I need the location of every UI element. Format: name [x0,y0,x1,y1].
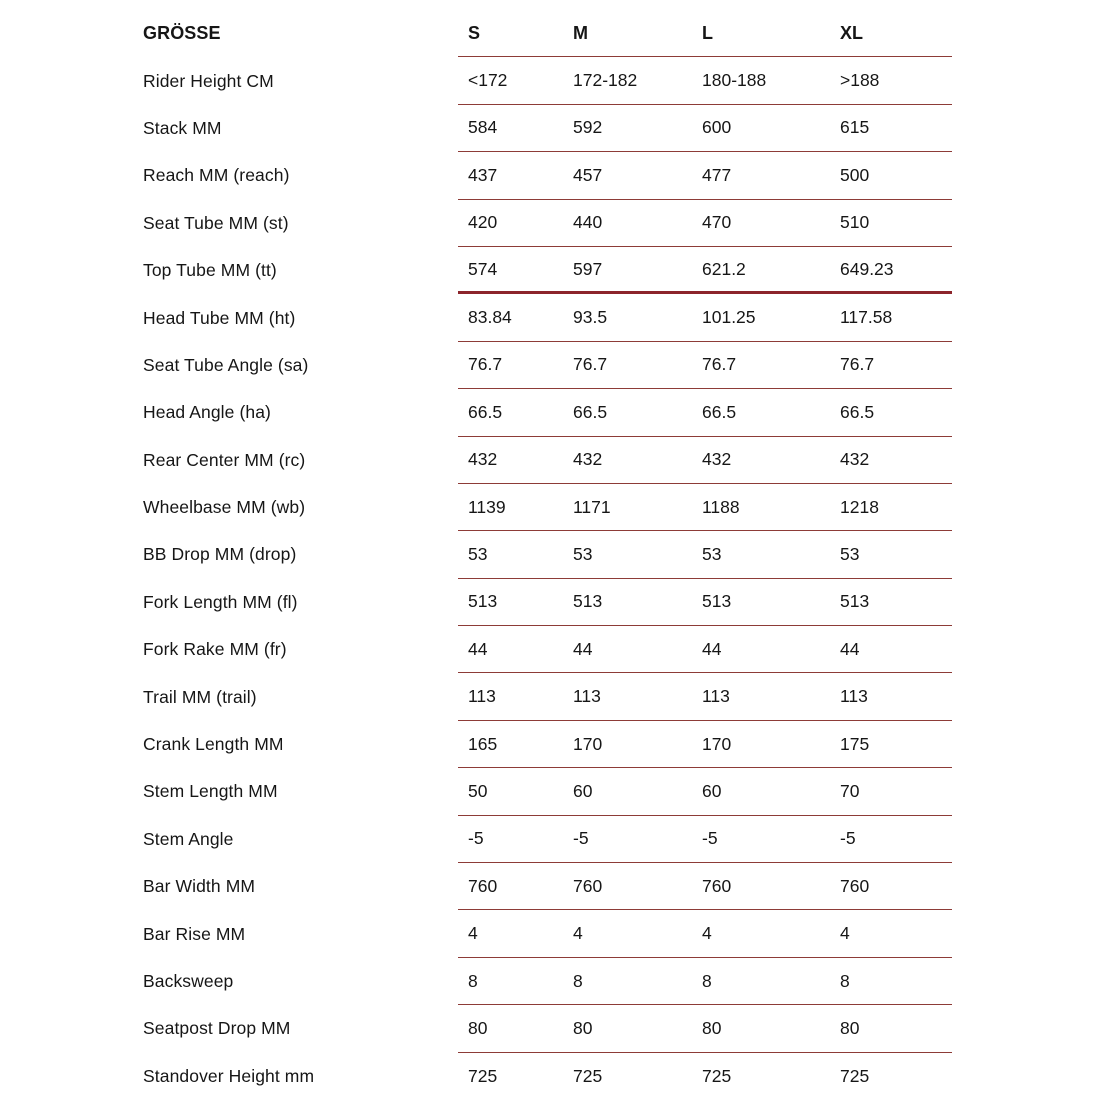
row-values [458,579,952,626]
value-cell: 113 [573,686,601,707]
table-row [143,389,952,436]
row-values [458,342,952,389]
row-values [458,673,952,720]
table-row [143,105,952,152]
table-row [143,579,952,626]
value-cell: 170 [702,733,732,754]
row-label: Head Angle (ha) [143,402,271,423]
value-cell: 44 [468,638,488,659]
value-cell: 513 [840,591,870,612]
row-label: Bar Rise MM [143,923,246,944]
value-cell: 725 [573,1065,603,1086]
value-cell: 80 [840,1017,860,1038]
value-cell: 66.5 [468,401,503,422]
value-cell: 4 [840,923,850,944]
value-cell: 477 [702,164,732,185]
row-label: Top Tube MM (tt) [143,260,277,281]
value-cell: 44 [702,638,722,659]
value-cell: 725 [702,1065,732,1086]
value-cell: 621.2 [702,258,746,279]
table-row [143,342,952,389]
value-cell: 437 [468,164,498,185]
value-cell: 80 [702,1017,722,1038]
size-column-m: M [573,22,588,43]
row-values [458,200,952,247]
value-cell: 76.7 [702,354,737,375]
value-cell: 172-182 [573,70,638,91]
table-row [143,531,952,578]
value-cell: 44 [840,638,860,659]
value-cell: 513 [573,591,603,612]
row-label: Head Tube MM (ht) [143,307,296,328]
value-cell: 60 [702,780,722,801]
row-values [458,247,952,294]
row-values [458,768,952,815]
value-cell: 50 [468,780,488,801]
row-values [458,484,952,531]
row-label: Stem Length MM [143,781,278,802]
row-values [458,437,952,484]
value-cell: 584 [468,117,498,138]
value-cell: 760 [702,875,732,896]
value-cell: 53 [468,543,488,564]
value-cell: 80 [573,1017,593,1038]
row-values [458,531,952,578]
value-cell: 113 [702,686,730,707]
value-cell: 8 [840,970,850,991]
table-row [143,673,952,720]
value-cell: 66.5 [840,401,875,422]
table-header-row [143,10,952,57]
value-cell: 4 [573,923,583,944]
row-values [458,816,952,863]
value-cell: 513 [468,591,498,612]
value-cell: 432 [468,449,498,470]
table-row [143,484,952,531]
value-cell: 8 [702,970,712,991]
table-row [143,294,952,341]
table-row [143,152,952,199]
value-cell: 432 [840,449,870,470]
row-label: Fork Rake MM (fr) [143,639,287,660]
value-cell: 600 [702,117,732,138]
value-cell: 1188 [702,496,740,517]
value-cell: 4 [468,923,478,944]
value-cell: 1171 [573,496,611,517]
row-label: Fork Length MM (fl) [143,591,298,612]
value-cell: 8 [468,970,478,991]
value-cell: 83.84 [468,307,512,328]
row-label: Reach MM (reach) [143,165,290,186]
table-row [143,768,952,815]
row-values [458,863,952,910]
value-cell: -5 [840,828,856,849]
size-header-cells [458,10,952,57]
value-cell: 649.23 [840,258,894,279]
value-cell: 510 [840,212,870,233]
value-cell: 760 [573,875,603,896]
table-row [143,721,952,768]
row-label: Rear Center MM (rc) [143,449,306,470]
value-cell: 1218 [840,496,879,517]
value-cell: -5 [573,828,589,849]
row-values [458,294,952,341]
value-cell: 592 [573,117,603,138]
size-column-l: L [702,22,713,43]
value-cell: 53 [573,543,593,564]
value-cell: 101.25 [702,307,756,328]
value-cell: -5 [702,828,718,849]
row-label: Stack MM [143,117,222,138]
value-cell: -5 [468,828,484,849]
value-cell: 113 [468,686,496,707]
value-cell: 432 [573,449,603,470]
value-cell: 420 [468,212,498,233]
value-cell: 117.58 [840,307,893,328]
row-values [458,57,952,104]
value-cell: 8 [573,970,583,991]
row-label: Rider Height CM [143,70,274,91]
table-row [143,958,952,1005]
value-cell: 44 [573,638,593,659]
value-cell: 66.5 [573,401,608,422]
row-values [458,910,952,957]
value-cell: 4 [702,923,712,944]
value-cell: 165 [468,733,498,754]
row-label: Standover Height mm [143,1065,315,1086]
value-cell: 597 [573,258,603,279]
table-row [143,200,952,247]
table-row [143,816,952,863]
value-cell: 1139 [468,496,506,517]
value-cell: 76.7 [468,354,503,375]
value-cell: 725 [468,1065,498,1086]
value-cell: 500 [840,164,870,185]
value-cell: <172 [468,70,508,91]
value-cell: 70 [840,780,860,801]
value-cell: 60 [573,780,593,801]
value-cell: 615 [840,117,870,138]
row-values [458,958,952,1005]
table-row [143,626,952,673]
value-cell: 457 [573,164,603,185]
value-cell: 76.7 [573,354,608,375]
value-cell: 76.7 [840,354,875,375]
row-label: BB Drop MM (drop) [143,544,297,565]
value-cell: 113 [840,686,868,707]
row-values [458,105,952,152]
value-cell: 725 [840,1065,870,1086]
table-row [143,437,952,484]
row-label: Bar Width MM [143,876,256,897]
table-row [143,247,952,294]
value-cell: 440 [573,212,603,233]
row-values [458,1053,952,1100]
value-cell: 513 [702,591,732,612]
size-header-label: GRÖSSE [143,23,221,44]
value-cell: 80 [468,1017,488,1038]
row-values [458,626,952,673]
value-cell: 760 [468,875,498,896]
value-cell: 66.5 [702,401,737,422]
value-cell: 53 [840,543,860,564]
row-values [458,721,952,768]
value-cell: 175 [840,733,870,754]
value-cell: 180-188 [702,70,767,91]
row-label: Seatpost Drop MM [143,1018,291,1039]
size-column-xl: XL [840,22,864,43]
row-label: Trail MM (trail) [143,686,257,707]
row-values [458,1005,952,1052]
size-column-s: S [468,22,481,43]
row-label: Backsweep [143,971,234,991]
row-label: Seat Tube MM (st) [143,212,289,233]
table-row [143,57,952,104]
table-row [143,910,952,957]
value-cell: 760 [840,875,870,896]
table-row [143,1005,952,1052]
row-values [458,152,952,199]
table-row [143,1053,952,1100]
value-cell: 53 [702,543,722,564]
row-label: Crank Length MM [143,734,284,755]
value-cell: 574 [468,258,498,279]
value-cell: 93.5 [573,307,608,328]
value-cell: 170 [573,733,603,754]
value-cell: 470 [702,212,732,233]
geometry-table [143,10,952,1100]
value-cell: >188 [840,70,880,91]
row-label: Stem Angle [143,828,234,849]
row-label: Wheelbase MM (wb) [143,497,306,518]
row-values [458,389,952,436]
table-row [143,863,952,910]
value-cell: 432 [702,449,732,470]
row-label: Seat Tube Angle (sa) [143,354,309,375]
